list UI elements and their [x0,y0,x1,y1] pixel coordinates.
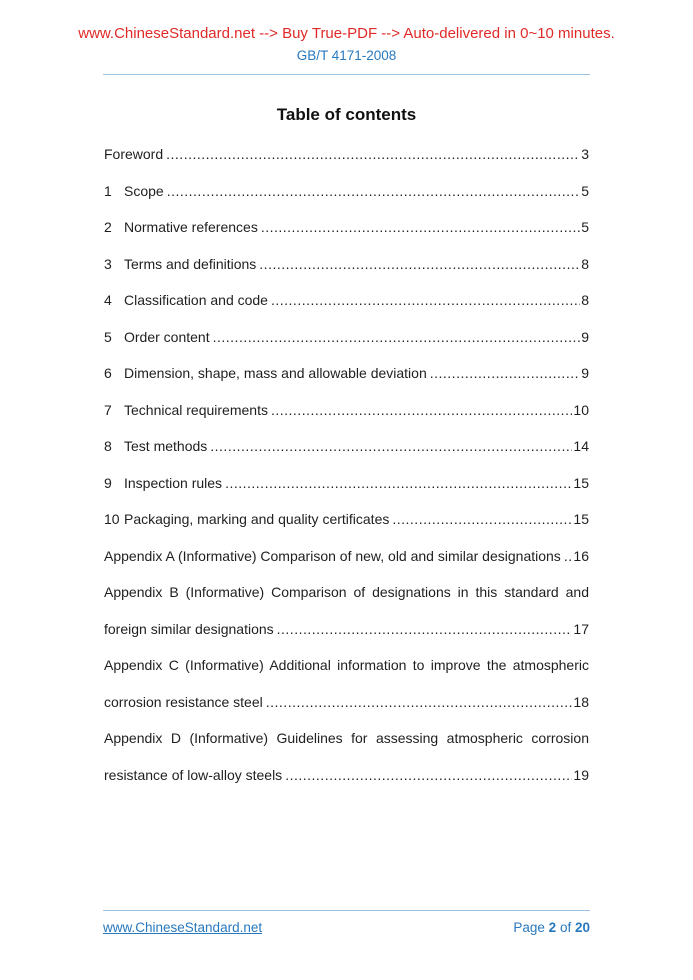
dot-leader [210,438,572,455]
footer-link[interactable]: www.ChineseStandard.net [103,920,263,935]
toc-entry-label: Normative references [124,219,258,235]
toc-page-number: 15 [573,511,589,527]
toc-entry-number: 3 [104,255,112,272]
dot-leader [213,329,581,346]
dot-leader [266,694,573,711]
page-title: Table of contents [276,105,417,124]
toc-entry[interactable] [104,438,589,455]
toc-entry-label: Foreword [104,146,164,162]
toc-page-number: 9 [581,328,589,345]
promo-banner: www.ChineseStandard.net --> Buy True-PDF --> Auto-delivered in 0~10 minutes. [78,25,615,42]
toc-entry-label: Inspection rules [124,474,223,491]
page-indicator [513,920,590,935]
page-total: 20 [574,920,590,935]
footer-bar [103,920,590,935]
dot-leader [271,292,580,309]
dot-leader [166,146,580,163]
table-of-contents [104,146,589,783]
dot-leader [271,402,572,419]
toc-entry[interactable] [104,329,589,346]
toc-entry[interactable] [104,292,589,309]
toc-entry-line1[interactable]: Appendix C (Informative) Additional information to improve the atmospheric [104,657,589,673]
toc-page-number: 17 [573,620,589,637]
toc-entry-number: 4 [104,292,112,308]
toc-entry-number: 2 [104,219,112,235]
toc-entry-label: Classification and code [124,292,268,308]
toc-page-number: 8 [581,292,589,308]
toc-page-number: 3 [581,146,589,162]
toc-entry-label: Test methods [124,438,208,454]
toc-entry[interactable] [104,402,589,419]
dot-leader [430,365,580,382]
toc-page-number: 15 [573,474,589,491]
toc-entry-label: Appendix A (Informative) Comparison of new, old and similar designations [104,547,561,564]
toc-entry[interactable] [104,621,589,638]
dot-leader [167,183,581,200]
toc-entry-number: 9 [104,474,112,491]
toc-page-number: 16 [573,547,589,564]
toc-entry-label: Technical requirements [124,401,268,418]
toc-entry-label: resistance of low-alloy steels [104,766,283,783]
toc-entry-label: Packaging, marking and quality certificates [124,511,390,527]
dot-leader [259,256,580,273]
dot-leader [225,475,572,492]
toc-entry-number: 10 [104,511,120,527]
toc-page-number: 19 [573,766,589,783]
toc-entry[interactable] [104,694,589,711]
toc-entry-line1[interactable]: Appendix B (Informative) Comparison of designations in this standard and [104,584,589,600]
dot-leader [261,219,580,236]
toc-page-number: 9 [581,365,589,381]
toc-entry[interactable] [104,767,589,784]
toc-entry-number: 6 [104,365,112,381]
dot-leader [564,548,573,565]
toc-entry-label: foreign similar designations [104,620,274,637]
toc-entry[interactable] [104,365,589,382]
toc-entry[interactable] [104,511,589,528]
footer-rule [103,910,590,911]
toc-page-number: 5 [581,219,589,235]
standard-code: GB/T 4171-2008 [296,48,397,63]
toc-entry-label: corrosion resistance steel [104,693,263,710]
toc-entry[interactable] [104,146,589,163]
toc-page-number: 14 [573,438,589,454]
page-header [0,0,693,75]
toc-entry[interactable] [104,548,589,565]
page-footer [103,910,590,935]
toc-entry[interactable] [104,219,589,236]
toc-entry[interactable] [104,256,589,273]
dot-leader [392,511,572,528]
toc-entry-label: Scope [124,182,164,199]
toc-entry-number: 5 [104,328,112,345]
toc-entry-number: 8 [104,438,112,454]
dot-leader [285,767,572,784]
toc-entry-line1[interactable]: Appendix D (Informative) Guidelines for assessing atmospheric corrosion [104,730,589,746]
header-rule [103,74,590,75]
toc-entry[interactable] [104,183,589,200]
toc-page-number: 10 [573,401,589,418]
toc-entry-label: Dimension, shape, mass and allowable deviation [124,365,427,381]
toc-page-number: 18 [573,693,589,710]
toc-entry-number: 1 [104,182,112,199]
toc-page-number: 8 [581,255,589,272]
toc-entry-number: 7 [104,401,112,418]
toc-entry-label: Terms and definitions [124,255,257,272]
toc-entry-label: Order content [124,328,210,345]
page-of-label: of [559,920,572,935]
page-current: 2 [548,920,557,935]
toc-page-number: 5 [581,182,589,199]
page-label: Page [513,920,545,935]
dot-leader [277,621,573,638]
toc-entry[interactable] [104,475,589,492]
